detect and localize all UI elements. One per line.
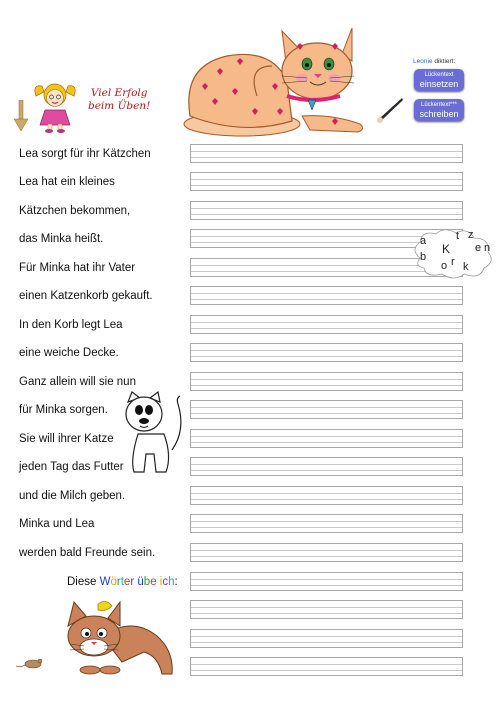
sentence: Minka und Lea (19, 518, 95, 530)
writing-line[interactable] (190, 172, 463, 191)
cloud-letter: z (468, 229, 474, 241)
writing-line[interactable] (190, 657, 463, 676)
cloud-letter: k (463, 261, 469, 273)
motto-line-1: Viel Erfolg (90, 87, 148, 99)
arrow-down-icon (14, 100, 28, 132)
heading-letter: b (143, 576, 151, 588)
writing-line[interactable] (190, 400, 463, 419)
heading-letter: e (150, 576, 157, 588)
heading-letter: : (174, 576, 178, 588)
words-heading (67, 575, 178, 589)
write-gap-text-button[interactable] (414, 99, 464, 121)
sentence: eine weiche Decke. (19, 347, 119, 359)
sentence: Ganz allein will sie nun (19, 376, 136, 388)
sentence: und die Milch geben. (19, 490, 126, 502)
cloud-letter: K (442, 242, 451, 256)
sentence: für Minka sorgen. (19, 404, 108, 416)
writing-line[interactable] (190, 514, 463, 533)
heading-letter: e (123, 576, 131, 588)
cloud-letter: n (484, 242, 491, 254)
motto-line-2: beim Üben! (88, 100, 151, 112)
button-small-label: Lückentext (424, 72, 454, 78)
motto-text (88, 87, 150, 113)
writing-line[interactable] (190, 429, 463, 448)
cloud-letter: r (451, 256, 455, 268)
cat-illustration-top (182, 26, 377, 141)
sentence: Lea sorgt für ihr Kätzchen (19, 148, 151, 160)
writing-line[interactable] (190, 457, 463, 476)
mouse-icon (16, 654, 46, 670)
heading-letter: t (120, 576, 124, 588)
cloud-letter: a (420, 235, 427, 247)
dictation-rest: diktiert: (432, 58, 456, 65)
sentence: Lea hat ein kleines (19, 176, 115, 188)
writing-line[interactable] (190, 486, 463, 505)
button-big-label: einsetzen (419, 79, 459, 89)
writing-line[interactable] (190, 543, 463, 562)
cat-illustration-middle (120, 390, 188, 476)
sentence: Sie will ihrer Katze (19, 433, 114, 445)
writing-line[interactable] (190, 600, 463, 619)
writing-line[interactable] (190, 572, 463, 591)
sentence: einen Katzenkorb gekauft. (19, 290, 153, 302)
heading-letter: ü (137, 576, 144, 588)
button-small-label: Lückentext*** (420, 102, 458, 108)
cloud-letter: e (475, 242, 482, 254)
heading-letter: Diese (67, 576, 100, 588)
writing-line[interactable] (190, 372, 463, 391)
sentence: das Minka heißt. (19, 233, 104, 245)
sentence: werden bald Freunde sein. (19, 547, 156, 559)
heading-letter: c (162, 576, 169, 588)
button-big-label: schreiben (419, 109, 459, 119)
heading-letter: r (116, 576, 121, 588)
writing-line[interactable] (190, 343, 463, 362)
heading-letter: i (159, 576, 163, 588)
cloud-letter: t (456, 230, 460, 242)
cloud-letter: b (420, 251, 427, 263)
heading-letter: ö (110, 576, 117, 588)
writing-line[interactable] (190, 315, 463, 334)
heading-letter: h (168, 576, 175, 588)
writing-line[interactable] (190, 201, 463, 220)
girl-illustration (30, 80, 80, 135)
dictation-name: Leonie (413, 58, 433, 65)
cloud-letter: o (441, 260, 448, 272)
writing-line[interactable] (190, 286, 463, 305)
cat-illustration-bottom (62, 596, 182, 676)
heading-letter: W (99, 576, 111, 588)
dictation-label (413, 58, 455, 65)
fill-in-gap-text-button[interactable] (414, 69, 464, 91)
heading-letter: r (130, 576, 135, 588)
sentence: Für Minka hat ihr Vater (19, 262, 136, 274)
sentence: Kätzchen bekommen, (19, 205, 131, 217)
writing-line[interactable] (190, 144, 463, 163)
sentence: In den Korb legt Lea (19, 319, 123, 331)
pen-icon (374, 96, 404, 124)
sentence: jeden Tag das Futter (19, 461, 124, 473)
writing-line[interactable] (190, 629, 463, 648)
